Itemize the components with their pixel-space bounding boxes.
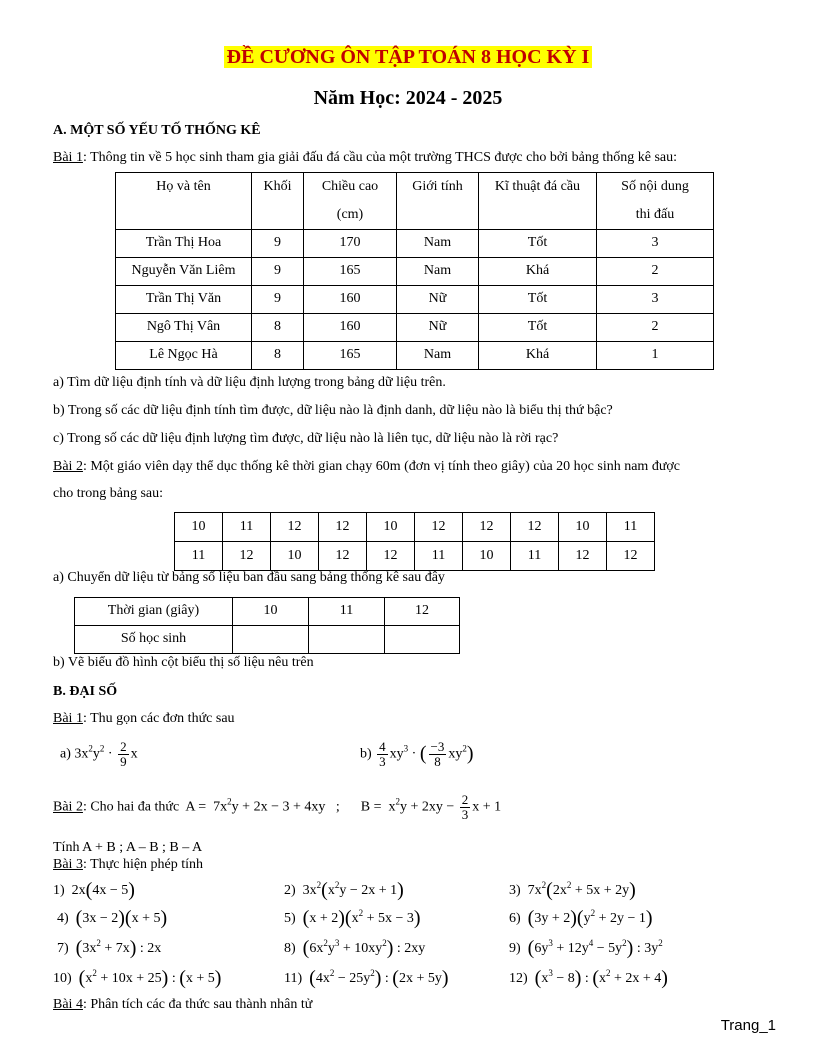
table-row: Số học sinh [75,626,460,654]
exercise-7: 7) $(3x^2 + 7x)$ : 2x [57,937,162,959]
table-row: Ngô Thị Vân 8 160 Nữ Tốt 2 [116,314,714,342]
alg-bai4-statement: Bài 4: Phân tích các đa thức sau thành nhân tử [53,997,313,1012]
table-row: Nguyễn Văn Liêm 9 165 Nam Khá 2 [116,258,714,286]
raw-data-table [174,512,655,571]
alg-bai1-statement: Bài 1: Thu gọn các đơn thức sau [53,711,235,726]
exercise-10: 10) $(x^2 + 10x + 25)$ : (x + 5) [53,967,222,989]
exercise-11: 11) $(4x^2 - 25y^2)$ : (2x + 5y) [284,967,449,989]
header-gender: Giới tính [397,173,479,230]
table-row: 10 11 12 12 10 12 12 12 10 11 [175,513,655,542]
bai2-statement: Bài 2: Một giáo viên dạy thể dục thống kê thời gian chạy 60m (đơn vị tính theo giây) của 20 học sinh nam được [53,459,681,474]
exercise-1: 1) 2x(4x − 5) [53,879,135,901]
exercise-4: 4) (3x − 2)(x + 5) [57,907,168,929]
header-name: Họ và tên [116,173,252,230]
bai2-question-a: a) Chuyển dữ liệu từ bảng số liệu ban đầu sang bảng thống kê sau đây [53,570,445,585]
school-year: Năm Học: 2024 - 2025 [313,87,503,109]
alg-bai3-statement: Bài 3: Thực hiện phép tính [53,857,204,872]
header-height: Chiều cao (cm) [304,173,397,230]
bai1-question-c: c) Trong số các dữ liệu định lượng tìm được, dữ liệu nào là liên tục, dữ liệu nào là rời rạc? [53,431,559,446]
exercise-5: 5) $(x + 2)(x^2 + 5x - 3)$ [284,907,421,929]
alg-bai1-a: a) $3x^2y^2$ · $\frac{2}{9}$ x [60,739,138,769]
exercise-6: 6) $(3y + 2)(y^2 + 2y - 1)$ [509,907,653,929]
page-number: Trang_1 [720,1017,776,1034]
table-row: 11 12 10 12 12 11 10 11 12 12 [175,542,655,571]
table-row: Trần Thị Văn 9 160 Nữ Tốt 3 [116,286,714,314]
document-title: ĐỀ CƯƠNG ÔN TẬP TOÁN 8 HỌC KỲ I [0,46,816,69]
table-row: Lê Ngọc Hà 8 165 Nam Khá 1 [116,342,714,370]
exercise-12: 12) $(x^3 - 8)$ : $(x^2 + 2x + 4)$ [509,967,668,989]
frequency-table [74,597,460,654]
bai1-question-a: a) Tìm dữ liệu định tính và dữ liệu định lượng trong bảng dữ liệu trên. [53,375,446,390]
alg-bai2-statement: Bài 2: Cho hai đa thức $A = 7x^2y + 2x - 3 + 4xy$ ; $B = x^2y + 2xy$ − $\frac{2}{3}$ x + 1 [53,792,502,822]
student-info-table [115,172,714,370]
table-row: Trần Thị Hoa 9 170 Nam Tốt 3 [116,230,714,258]
header-grade: Khối [252,173,304,230]
bai2-statement-cont: cho trong bảng sau: [53,486,164,501]
exercise-9: 9) $(6y^3 + 12y^4 - 5y^2)$ : $3y^2$ [509,937,663,959]
alg-bai1-b: b) $\frac{4}{3}$ $xy^3$ · ( $\frac{-3}{8}$ $xy^2$) [360,739,474,769]
table-row: Thời gian (giây) 10 11 12 [75,598,460,626]
bai2-question-b: b) Vẽ biểu đồ hình cột biểu thị số liệu nêu trên [53,655,314,670]
exercise-3: 3) $7x^2(2x^2 + 5x + 2y)$ [509,879,636,901]
alg-bai2-line2: Tính A + B ; A – B ; B – A [53,840,203,855]
bai1-question-b: b) Trong số các dữ liệu định tính tìm được, dữ liệu nào là định danh, dữ liệu nào là biểu thị thứ bậc? [53,403,613,418]
section-b-heading: B. ĐẠI SỐ [53,684,118,699]
header-events: Số nội dung thi đấu [597,173,714,230]
header-skill: Kĩ thuật đá cầu [479,173,597,230]
section-a-heading: A. MỘT SỐ YẾU TỐ THỐNG KÊ [53,123,261,138]
exercise-8: 8) $(6x^2y^3 + 10xy^2)$ : 2xy [284,937,426,959]
exercise-2: 2) $3x^2(x^2y - 2x + 1)$ [284,879,404,901]
bai1-statement: Bài 1: Thông tin về 5 học sinh tham gia giải đấu đá cầu của một trường THCS được cho bởi bảng thống kê sau: [53,150,677,165]
